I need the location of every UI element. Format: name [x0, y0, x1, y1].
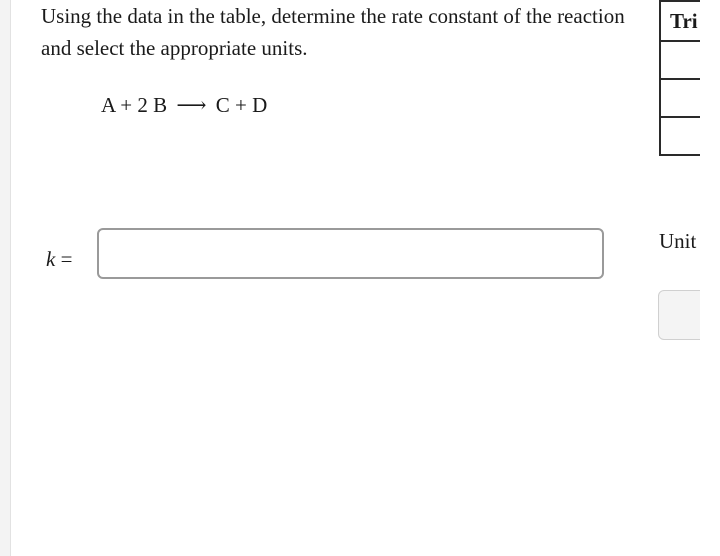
reaction-equation [101, 90, 267, 120]
table-header-trial: Tri [660, 1, 718, 41]
rate-constant-input[interactable] [97, 228, 604, 279]
equation-products: C + D [215, 93, 268, 117]
rate-constant-label [46, 244, 72, 274]
question-text: Using the data in the table, determine the rate constant of the reaction and select the appropriate units. [41, 4, 625, 60]
equals-sign: = [60, 247, 73, 271]
units-label: Unit [659, 229, 697, 253]
reaction-arrow-icon: ⟶ [176, 93, 207, 117]
right-edge-clip [700, 0, 720, 556]
left-margin-rule [0, 0, 11, 556]
k-symbol: k [46, 247, 56, 271]
equation-reactants: A + 2 B [101, 93, 168, 117]
